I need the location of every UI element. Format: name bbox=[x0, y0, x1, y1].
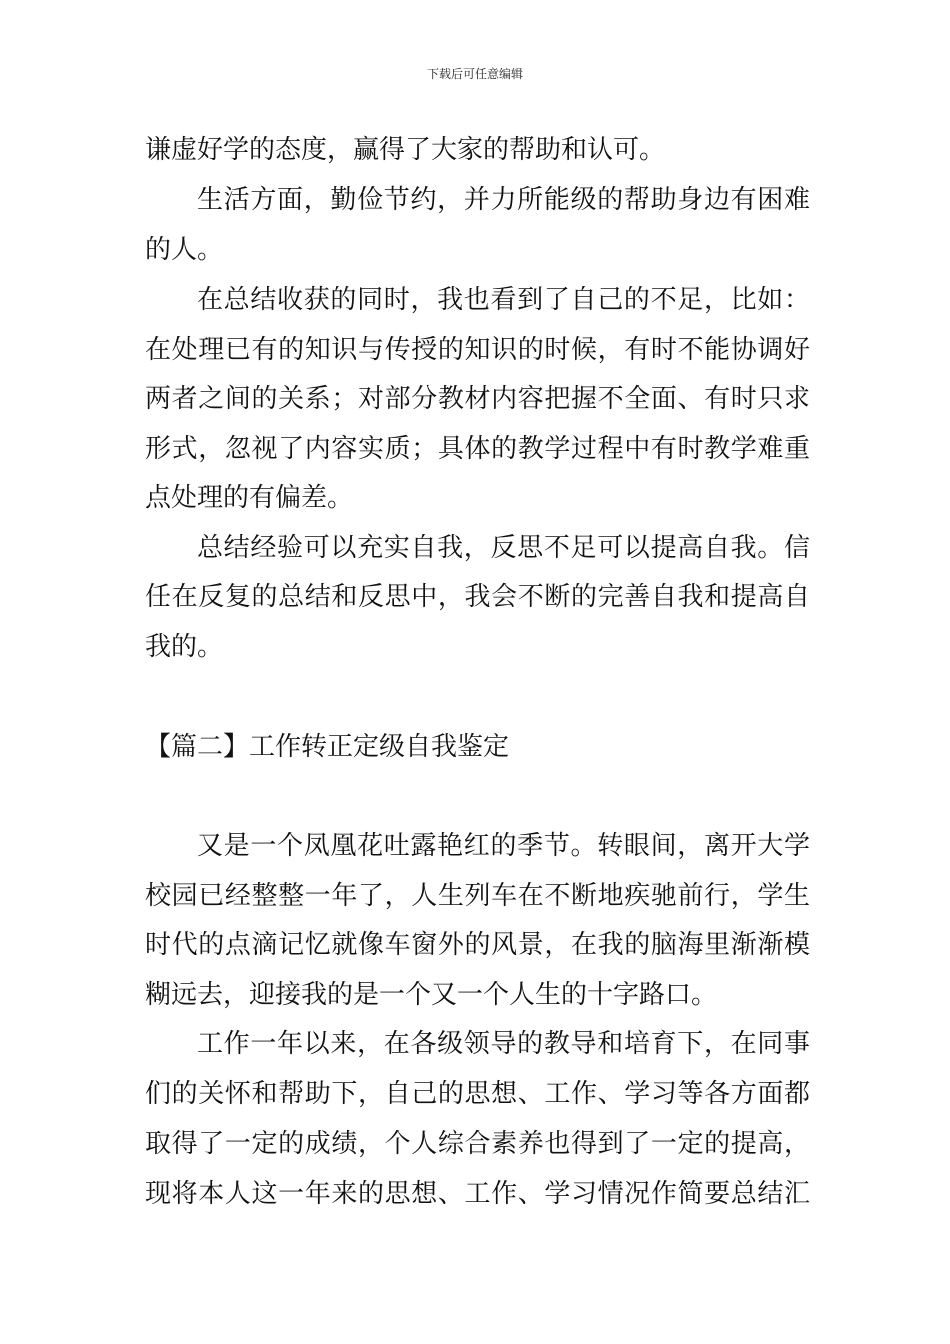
paragraph-line: 两者之间的关系；对部分教材内容把握不全面、有时只求 bbox=[145, 384, 810, 414]
paragraph-line: 谦虚好学的态度，赢得了大家的帮助和认可。 bbox=[145, 135, 666, 165]
paragraph-line: 点处理的有偏差。 bbox=[145, 483, 354, 513]
paragraph-line: 现将本人这一年来的思想、工作、学习情况作简要总结汇 bbox=[145, 1179, 810, 1209]
paragraph-line: 又是一个凤凰花吐露艳红的季节。转眼间，离开大学 bbox=[197, 831, 810, 861]
paragraph-line: 时代的点滴记忆就像车窗外的风景，在我的脑海里渐渐模 bbox=[145, 930, 810, 960]
paragraph-line: 在总结收获的同时，我也看到了自己的不足，比如： bbox=[197, 285, 810, 315]
paragraph-line: 我的。 bbox=[145, 632, 224, 662]
paragraph-line: 在处理已有的知识与传授的知识的时候，有时不能协调好 bbox=[145, 335, 810, 365]
paragraph-line: 总结经验可以充实自我，反思不足可以提高自我。信 bbox=[197, 533, 810, 563]
header-note: 下载后可任意编辑 bbox=[426, 67, 523, 81]
paragraph-line: 工作一年以来，在各级领导的教导和培育下，在同事 bbox=[197, 1029, 810, 1059]
paragraph-line: 的人。 bbox=[145, 235, 224, 265]
paragraph-line: 取得了一定的成绩，个人综合素养也得到了一定的提高， bbox=[145, 1129, 810, 1159]
paragraph-line: 形式，忽视了内容实质；具体的教学过程中有时教学难重 bbox=[145, 434, 810, 464]
section-heading: 【篇二】工作转正定级自我鉴定 bbox=[145, 732, 510, 762]
paragraph-line: 糊远去，迎接我的是一个又一个人生的十字路口。 bbox=[145, 980, 718, 1010]
paragraph-line: 任在反复的总结和反思中，我会不断的完善自我和提高自 bbox=[145, 582, 810, 612]
paragraph-line: 生活方面，勤俭节约，并力所能级的帮助身边有困难 bbox=[197, 185, 810, 215]
paragraph-line: 校园已经整整一年了，人生列车在不断地疾驰前行，学生 bbox=[145, 881, 810, 911]
paragraph-line: 们的关怀和帮助下，自己的思想、工作、学习等各方面都 bbox=[145, 1079, 810, 1109]
